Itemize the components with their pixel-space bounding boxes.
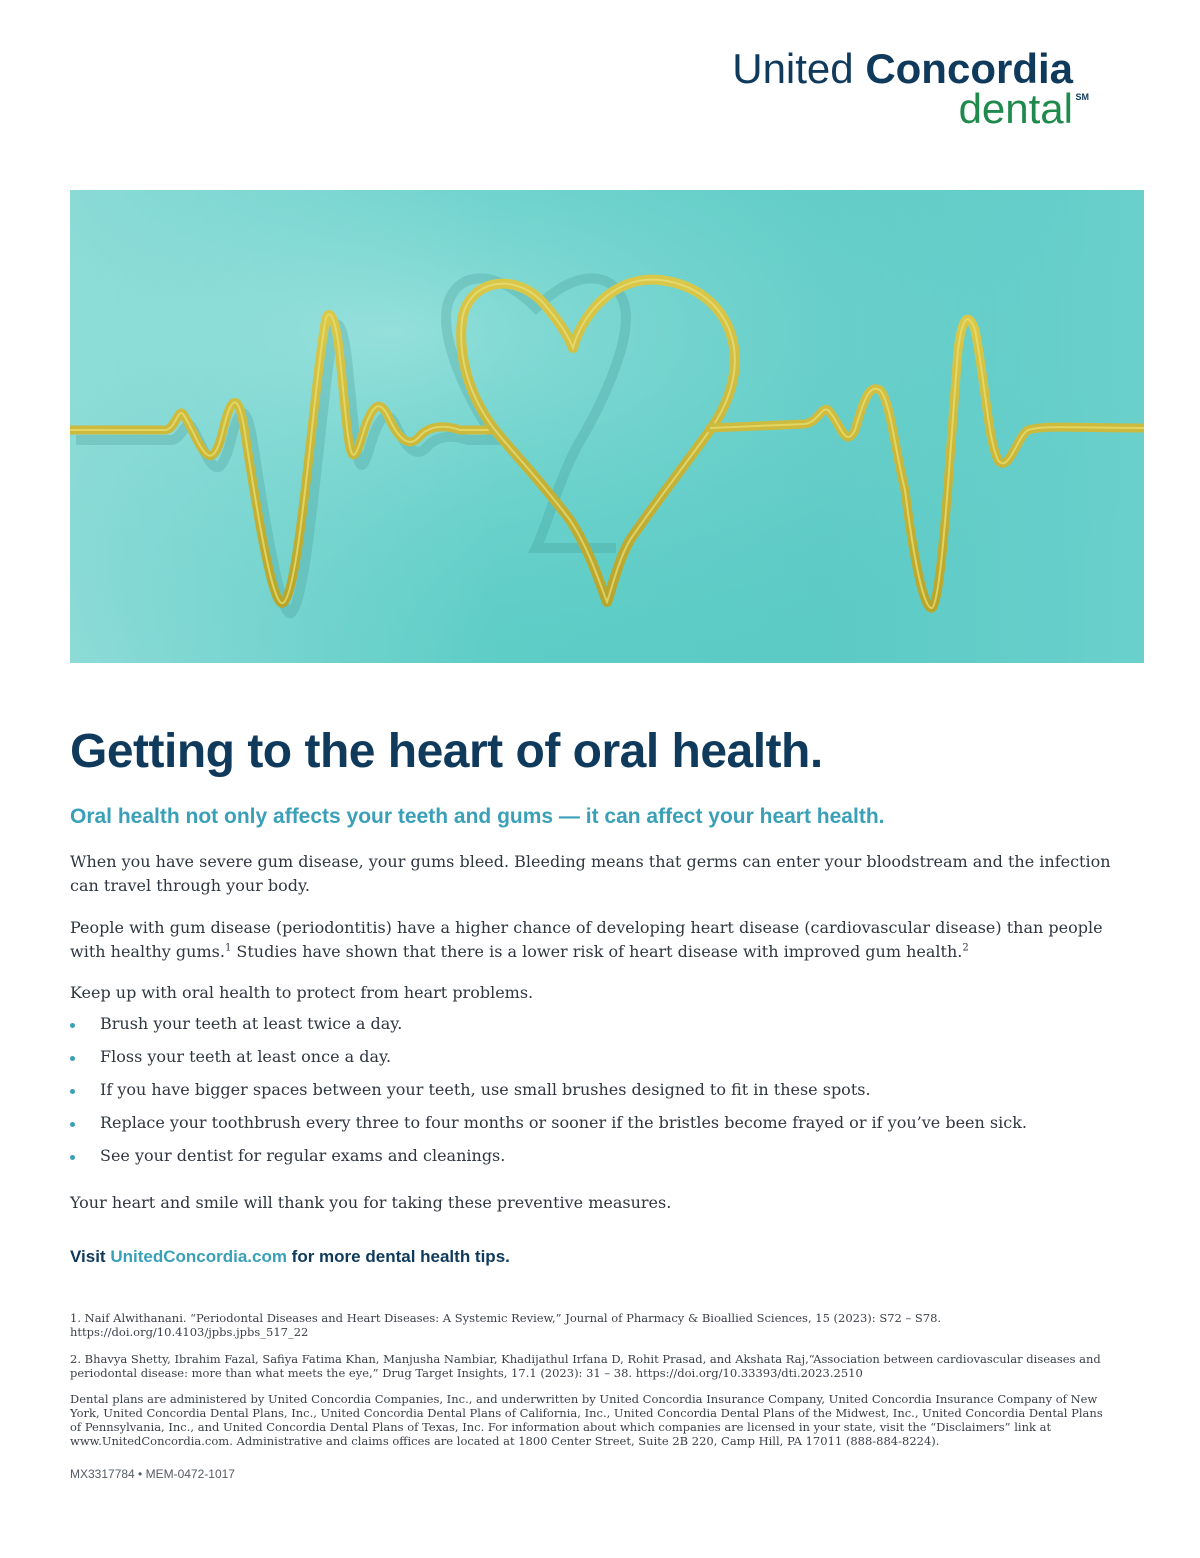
bullet-icon xyxy=(70,1089,75,1094)
page-headline: Getting to the heart of oral health. xyxy=(70,725,823,778)
bullet-icon xyxy=(70,1023,75,1028)
united-concordia-dental-logo xyxy=(685,40,1145,140)
document-code: MX3317784 • MEM-0472-1017 xyxy=(70,1467,235,1481)
hero-image-heartbeat-heart xyxy=(70,190,1144,663)
list-item-text: See your dentist for regular exams and cleanings. xyxy=(100,1146,506,1165)
oral-health-tips-list xyxy=(70,1012,1130,1177)
visit-website-callout xyxy=(70,1245,510,1269)
paragraph-periodontitis-text-b: Studies have shown that there is a lower risk of heart disease with improved gum health. xyxy=(231,942,963,961)
service-mark: SM xyxy=(1075,92,1089,102)
united-concordia-link[interactable]: UnitedConcordia.com xyxy=(110,1247,287,1266)
bullet-icon xyxy=(70,1155,75,1160)
footnote-ref-1: 1 xyxy=(224,942,232,954)
logo-concordia: Concordia xyxy=(865,45,1073,92)
logo-dental: dental xyxy=(958,85,1073,132)
list-item-text: If you have bigger spaces between your teeth, use small brushes designed to fit in these spots. xyxy=(100,1080,871,1099)
list-item-text: Brush your teeth at least twice a day. xyxy=(100,1014,403,1033)
list-item xyxy=(70,1045,1130,1078)
heartbeat-heart-illustration xyxy=(70,190,1144,663)
logo-united: United xyxy=(732,45,854,92)
list-item xyxy=(70,1111,1130,1144)
page-subheadline: Oral health not only affects your teeth and gums — it can affect your heart health. xyxy=(70,805,885,828)
visit-suffix: for more dental health tips. xyxy=(286,1247,510,1266)
visit-prefix: Visit xyxy=(70,1247,111,1266)
list-item xyxy=(70,1012,1130,1045)
list-item xyxy=(70,1144,1130,1177)
list-item xyxy=(70,1078,1130,1111)
bullet-icon xyxy=(70,1056,75,1061)
paragraph-periodontitis-heart-risk xyxy=(70,916,1120,964)
paragraph-keep-up-intro: Keep up with oral health to protect from heart problems. xyxy=(70,983,534,1002)
paragraph-periodontitis-text-a: People with gum disease (periodontitis) have a higher chance of developing heart disease (cardiovascular disease) than people with healthy gums. xyxy=(70,918,1103,961)
list-item-text: Floss your teeth at least once a day. xyxy=(100,1047,392,1066)
legal-disclaimer: Dental plans are administered by United Concordia Companies, Inc., and underwritten by United Concordia Insurance Company, United Concordia Insurance Company of New York, United Concordia Dental Plans, Inc., United Concordia Dental Plans of California, Inc., United Concordia Dental Plans of the Midwest, Inc., United Concordia Dental Plans of Pennsylvania, Inc., and United Concordia Dental Plans of Texas, Inc. For information about which companies are licensed in your state, visit the “Disclaimers” link at www.UnitedConcordia.com. Administrative and claims offices are located at 1800 Center Street, Suite 2B 220, Camp Hill, PA 17011 (888-884-8224). xyxy=(70,1392,1103,1448)
footnote-1: 1. Naif Alwithanani. “Periodontal Diseases and Heart Diseases: A Systemic Review,” Journal of Pharmacy & Bioallied Sciences, 15 (2023): S72 – S78. https://doi.org/10.4103/jpbs.jpbs_517_22 xyxy=(70,1311,942,1339)
footnote-2: 2. Bhavya Shetty, Ibrahim Fazal, Safiya Fatima Khan, Manjusha Nambiar, Khadijathul Irfana D, Rohit Prasad, and Akshata Raj,“Association between cardiovascular diseases and periodontal disease: more than what meets the eye,” Drug Target Insights, 17.1 (2023): 31 – 38. https://doi.org/10.33393/dti.2023.2510 xyxy=(70,1352,1101,1380)
list-item-text: Replace your toothbrush every three to four months or sooner if the bristles become frayed or if you’ve been sick. xyxy=(100,1113,1027,1132)
paragraph-closing: Your heart and smile will thank you for taking these preventive measures. xyxy=(70,1193,672,1212)
bullet-icon xyxy=(70,1122,75,1127)
footnote-ref-2: 2 xyxy=(962,942,969,954)
paragraph-gum-disease-bleeding: When you have severe gum disease, your gums bleed. Bleeding means that germs can enter your bloodstream and the infection can travel through your body. xyxy=(70,852,1111,895)
